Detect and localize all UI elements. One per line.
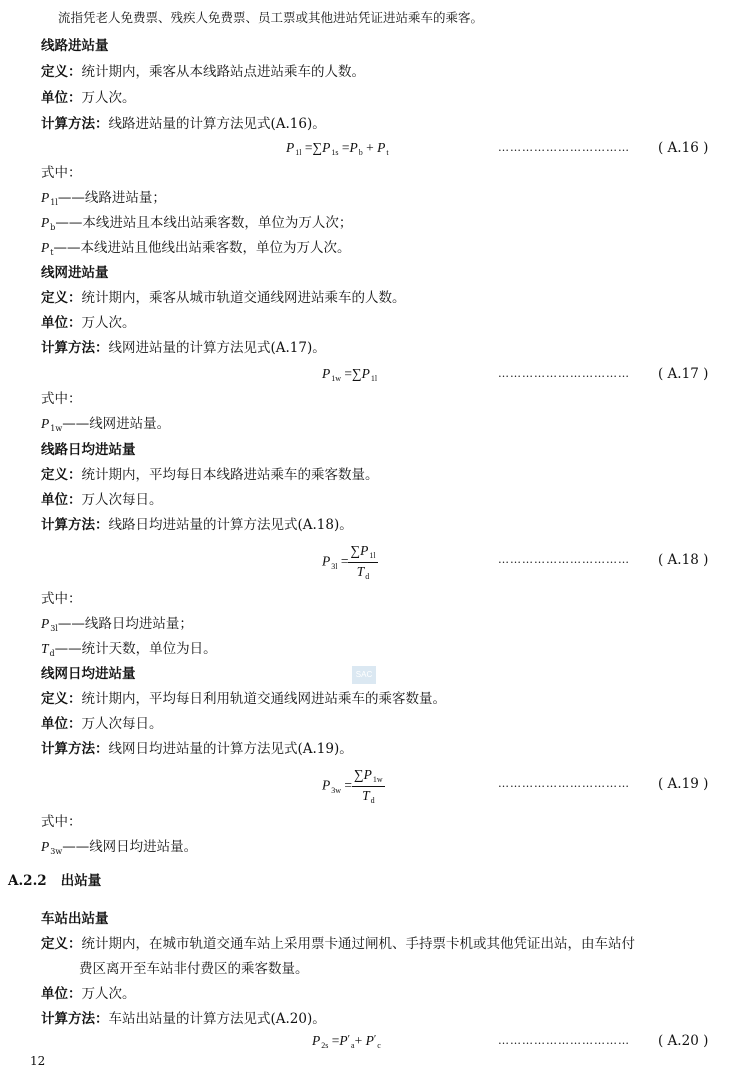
unit-text: 万人次。: [81, 90, 136, 106]
leader-dots: ……………………………: [498, 777, 630, 790]
definition-line: 定义：统计期内，平均每日利用轨道交通线网进站乘车的乘客数量。: [41, 691, 446, 707]
method-line: 计算方法：线网日均进站量的计算方法见式(A.19)。: [41, 741, 353, 757]
definition-line: 定义：统计期内，在城市轨道交通车站上采用票卡通过闸机、手持票卡机或其他凭证出站，由车站付: [41, 936, 635, 952]
where-label: 式中：: [41, 814, 82, 830]
definition-line: 定义：统计期内，平均每日本线路进站乘车的乘客数量。: [41, 467, 379, 483]
definition-continuation: 费区离开至车站非付费区的乘客数量。: [79, 961, 309, 977]
symbol-def-line: $P_{1w}——$线网进站量。: [41, 416, 171, 433]
formula-a20: $P_{2s} =P'_a+ P'_c$: [312, 1033, 381, 1050]
term-heading-network-daily-entry: 线网日均进站量: [41, 666, 136, 682]
term-heading-network-entry: 线网进站量: [41, 265, 109, 281]
symbol-def-line: $P_{1l}——$线路进站量；: [41, 190, 166, 207]
equation-number-a16: ( A.16 ): [658, 140, 709, 156]
where-label: 式中：: [41, 391, 82, 407]
continuation-text: 流指凭老人免费票、残疾人免费票、员工票或其他进站凭证进站乘车的乘客。: [58, 10, 484, 25]
formula-a17: $P_{1w} =\sum P_{1l}$: [322, 366, 378, 383]
unit-label: 单位：: [41, 90, 82, 106]
formula-a19: $P_{3w}$ = $\frac{\sum P_{1w}}{T_d}$: [322, 767, 383, 805]
unit-line: 单位：万人次。: [41, 986, 136, 1002]
symbol-def-line: $T_d——$统计天数，单位为日。: [41, 641, 217, 658]
definition-text: 统计期内，乘客从本线路站点进站乘车的人数。: [81, 64, 365, 80]
leader-dots: ……………………………: [498, 1034, 630, 1047]
page-number: 12: [30, 1054, 46, 1068]
section-heading-exit: A.2.2 出站量: [8, 873, 102, 889]
definition-line: 定义：统计期内，乘客从城市轨道交通线网进站乘车的人数。: [41, 290, 406, 306]
leader-dots: ……………………………: [498, 367, 630, 380]
equation-number-a19: ( A.19 ): [658, 776, 709, 792]
symbol-def-line: $P_{3l}——$线路日均进站量；: [41, 616, 193, 633]
term-heading-line-entry: 线路进站量: [41, 38, 109, 54]
definition-label: 定义：: [41, 64, 82, 80]
equation-number-a17: ( A.17 ): [658, 366, 709, 382]
symbol-def-line: $P_{3w}——$线网日均进站量。: [41, 839, 198, 856]
unit-line: 单位：万人次每日。: [41, 492, 163, 508]
where-label: 式中：: [41, 165, 82, 181]
where-label: 式中：: [41, 591, 82, 607]
unit-line: [41, 88, 136, 108]
formula-a16: $P_{1l} =\sum P_{1s} =P_b + P_t$: [286, 140, 389, 157]
formula-a18: $P_{3l}$ = $\frac{\sum P_{1l}}{T_d}$: [322, 543, 376, 581]
watermark-logo: SAC: [352, 666, 376, 684]
method-text: 线路进站量的计算方法见式(A.16)。: [108, 116, 326, 132]
method-label: 计算方法：: [41, 116, 109, 132]
method-line: 计算方法：线网进站量的计算方法见式(A.17)。: [41, 340, 326, 356]
method-line: 计算方法：线路日均进站量的计算方法见式(A.18)。: [41, 517, 353, 533]
symbol-def-line: $P_t——$本线进站且他线出站乘客数，单位为万人次。: [41, 240, 351, 257]
equation-number-a18: ( A.18 ): [658, 552, 709, 568]
leader-dots: ……………………………: [498, 141, 630, 154]
leader-dots: ……………………………: [498, 553, 630, 566]
term-heading-line-daily-entry: 线路日均进站量: [41, 442, 136, 458]
unit-line: 单位：万人次。: [41, 315, 136, 331]
term-heading-station-exit: 车站出站量: [41, 911, 109, 927]
equation-number-a20: ( A.20 ): [658, 1033, 709, 1049]
definition-line: [41, 62, 365, 82]
unit-line: 单位：万人次每日。: [41, 716, 163, 732]
method-line: [41, 114, 326, 134]
symbol-def-line: $P_b——$本线进站且本线出站乘客数，单位为万人次；: [41, 215, 353, 232]
method-line: 计算方法：车站出站量的计算方法见式(A.20)。: [41, 1011, 326, 1027]
